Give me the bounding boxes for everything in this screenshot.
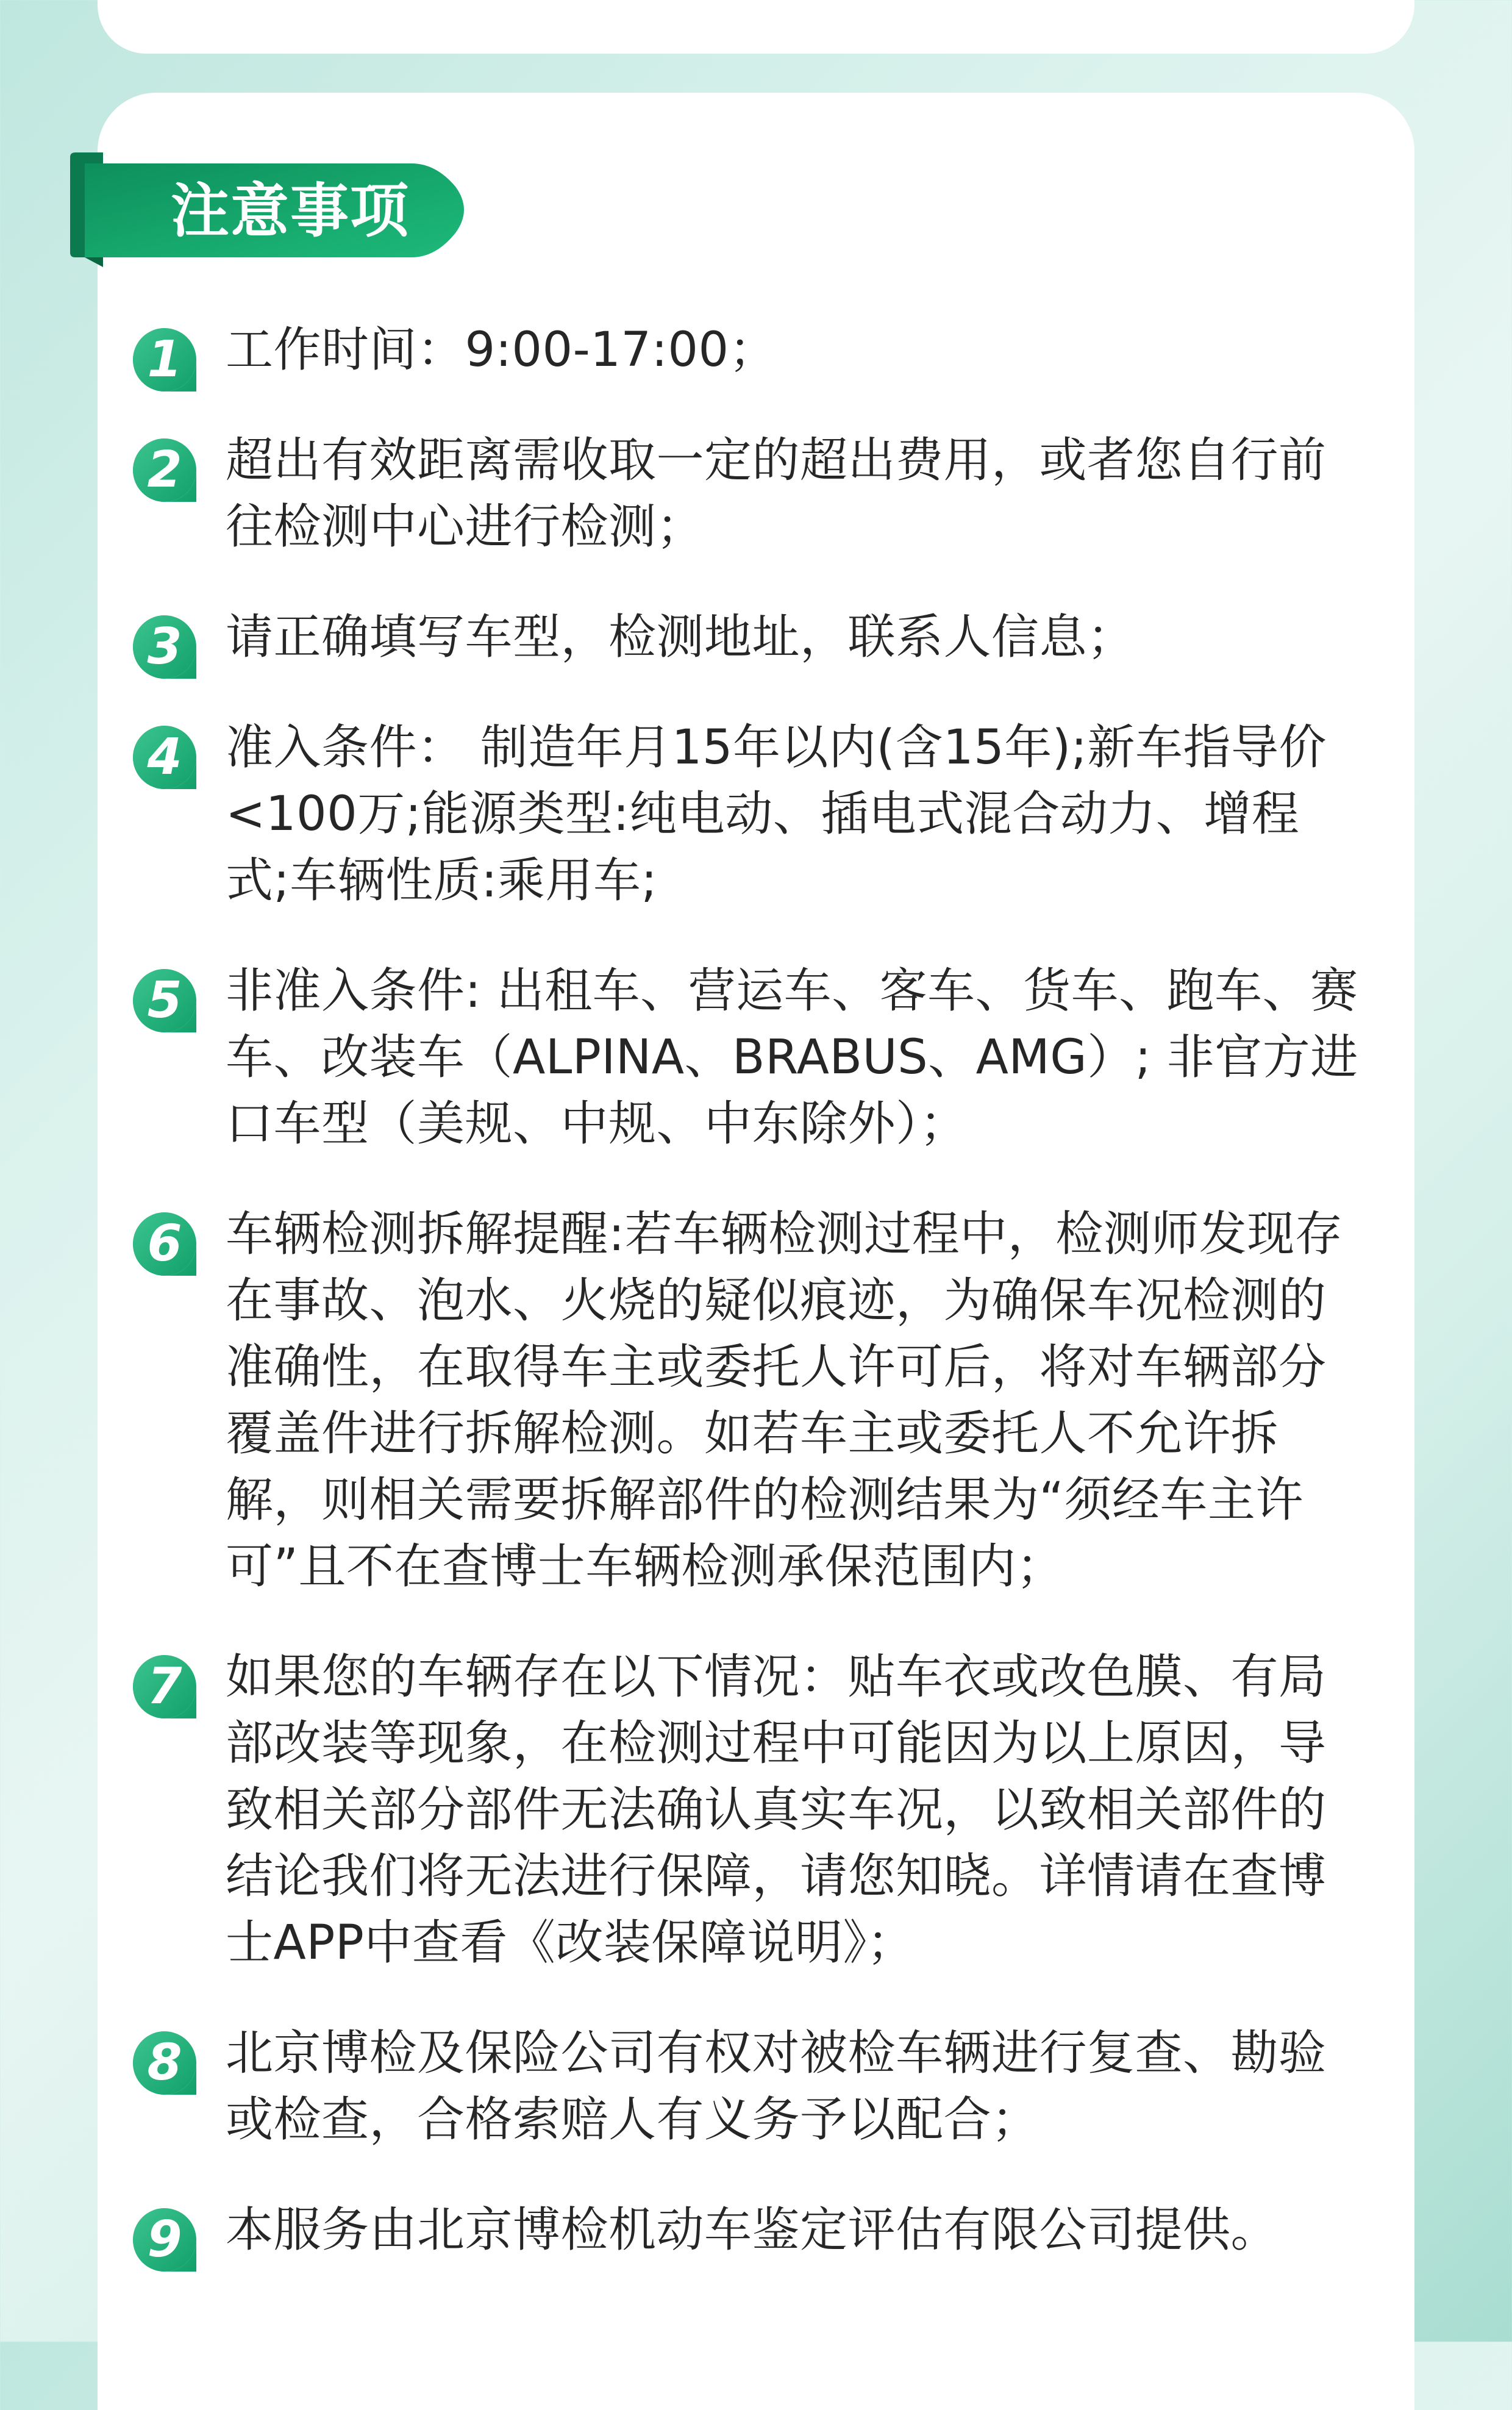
item-text: 准入条件： 制造年月15年以内(含15年);新车指导价<100万;能源类型:纯电动、插电式混合动力、增程式;车辆性质:乘用车; — [226, 720, 1327, 908]
notice-item — [128, 427, 1360, 560]
item-text: 本服务由北京博检机动车鉴定评估有限公司提供。 — [226, 2203, 1279, 2258]
item-number: 6 — [147, 1215, 182, 1273]
number-badge-icon — [130, 613, 199, 681]
item-text: 请正确填写车型，检测地址，联系人信息； — [226, 610, 1135, 665]
number-badge-icon — [130, 2029, 199, 2097]
number-badge-icon — [130, 436, 199, 504]
previous-card — [98, 0, 1414, 54]
item-number: 2 — [147, 441, 182, 499]
item-number: 1 — [147, 331, 182, 388]
item-number: 9 — [147, 2211, 182, 2269]
item-text: 工作时间：9:00-17:00； — [226, 323, 777, 377]
notice-item — [128, 2197, 1360, 2269]
number-badge-icon — [130, 326, 199, 394]
notice-item — [128, 1644, 1360, 1976]
item-number: 7 — [147, 1657, 182, 1715]
notice-title-banner — [70, 152, 475, 267]
notice-item — [128, 1201, 1360, 1600]
item-text: 车辆检测拆解提醒:若车辆检测过程中，检测师发现存在事故、泡水、火烧的疑似痕迹，为确保车况检测的准确性，在取得车主或委托人许可后，将对车辆部分覆盖件进行拆解检测。如若车主或委托人不允许拆解，则相关需要拆解部件的检测结果为“须经车主许可”且不在查博士车辆检测承保范围内； — [226, 1207, 1343, 1594]
notice-item — [128, 604, 1360, 676]
notice-item — [128, 715, 1360, 914]
number-badge-icon — [130, 2206, 199, 2274]
item-number: 8 — [147, 2034, 182, 2092]
item-text: 超出有效距离需收取一定的超出费用，或者您自行前往检测中心进行检测； — [226, 433, 1327, 554]
number-badge-icon — [130, 1210, 199, 1278]
notice-title: 注意事项 — [171, 177, 410, 245]
notice-item — [128, 317, 1360, 388]
notice-item — [128, 2020, 1360, 2153]
number-badge-icon — [130, 723, 199, 792]
item-number: 5 — [147, 971, 182, 1029]
number-badge-icon — [130, 1653, 199, 1721]
notice-item — [128, 958, 1360, 1157]
number-badge-icon — [130, 967, 199, 1035]
item-text: 如果您的车辆存在以下情况：贴车衣或改色膜、有局部改装等现象，在检测过程中可能因为以上原因，导致相关部分部件无法确认真实车况，以致相关部件的结论我们将无法进行保障，请您知晓。详情请在查博士APP中查看《改装保障说明》； — [226, 1650, 1327, 1970]
item-text: 非准入条件: 出租车、营运车、客车、货车、跑车、赛车、改装车（ALPINA、BRABUS、AMG）; 非官方进口车型（美规、中规、中东除外）； — [226, 964, 1358, 1151]
notice-list — [128, 317, 1360, 2308]
item-number: 3 — [147, 618, 182, 676]
item-text: 北京博检及保险公司有权对被检车辆进行复查、勘验或检查，合格索赔人有义务予以配合； — [226, 2026, 1327, 2147]
item-number: 4 — [147, 728, 182, 786]
